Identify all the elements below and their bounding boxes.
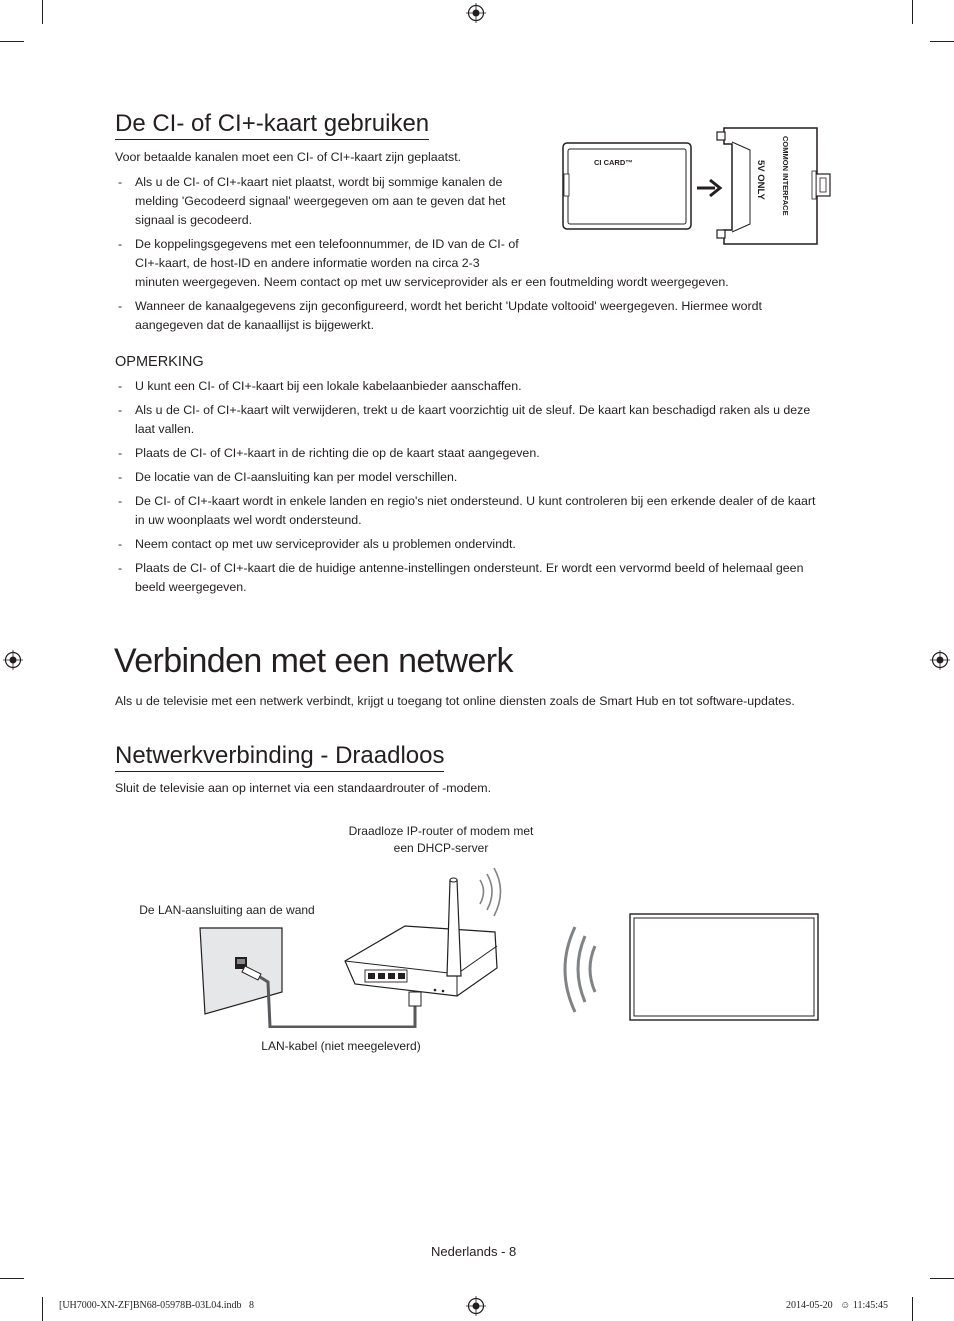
- wifi-signal-icon: [480, 880, 484, 904]
- section-intro: Voor betaalde kanalen moet een CI- of CI+-kaart zijn geplaatst.: [115, 150, 462, 164]
- ci-slot-shape: [724, 128, 817, 244]
- ci-card-bullet-list: [115, 297, 827, 340]
- lan-cable-caption: LAN-kabel (niet meegeleverd): [261, 1039, 421, 1053]
- crop-mark: [930, 41, 954, 42]
- list-item-continuation: minuten weergegeven. Neem contact op met uw serviceprovider als er een foutmelding wordt weergegeven.: [135, 275, 729, 289]
- list-item: - Plaats de CI- of CI+-kaart in de richting die op de kaart staat aangegeven.: [115, 444, 827, 463]
- registration-target-icon: [3, 650, 23, 670]
- crop-mark: [930, 1278, 954, 1279]
- list-item: - De koppelingsgegevens met een telefoonnummer, de ID van de CI- of CI+-kaart, de host-ID en andere informatie worden na circa 2-3: [115, 235, 540, 273]
- registration-target-icon: [466, 1296, 486, 1316]
- section-intro: Als u de televisie met een netwerk verbindt, krijgt u toegang tot online diensten zoals de Smart Hub en tot software-updates.: [115, 694, 795, 708]
- crop-mark: [0, 1278, 24, 1279]
- print-date: 2014-05-20 ☺ 11:45:45: [786, 1300, 889, 1311]
- router-caption-line: Draadloze IP-router of modem met: [348, 824, 534, 838]
- section-title-ci-card: De CI- of CI+-kaart gebruiken: [115, 110, 429, 140]
- list-item: - De locatie van de CI-aansluiting kan per model verschillen.: [115, 468, 827, 487]
- crop-mark: [42, 1297, 43, 1321]
- list-item: - U kunt een CI- of CI+-kaart bij een lokale kabelaanbieder aanschaffen.: [115, 377, 827, 396]
- crop-mark: [42, 0, 43, 24]
- router-caption-line: een DHCP-server: [393, 841, 489, 855]
- registration-target-icon: [930, 650, 950, 670]
- note-list: [115, 377, 827, 602]
- slot-label-5v-only: 5V ONLY: [755, 160, 766, 200]
- list-item: - Plaats de CI- of CI+-kaart die de huidige antenne-instellingen ondersteunt. Er wordt een vervormd beeld of helemaal geen beeld weergegeven.: [115, 559, 827, 597]
- file-info: [UH7000-XN-ZF]BN68-05978B-03L04.indb 8: [59, 1300, 254, 1311]
- list-item: - Wanneer de kanaalgegevens zijn geconfigureerd, wordt het bericht 'Update voltooid' weergegeven. Hiermee wordt aangegeven dat de kanaallijst is bijgewerkt.: [115, 297, 827, 335]
- ci-card-illustration: [560, 122, 860, 252]
- section-intro: Sluit de televisie aan op internet via een standaardrouter of -modem.: [115, 781, 492, 795]
- crop-mark: [0, 41, 24, 42]
- note-heading: OPMERKING: [115, 354, 204, 370]
- ci-card-label: CI CARD™: [594, 158, 633, 167]
- ci-card-bullet-list: [115, 173, 540, 278]
- ci-card-shape: [563, 143, 691, 229]
- section-title-wireless: Netwerkverbinding - Draadloos: [115, 742, 444, 772]
- list-item: - Als u de CI- of CI+-kaart niet plaatst, wordt bij sommige kanalen de melding 'Gecodeerd signaal' weergegeven om aan te geven dat het signaal is gecodeerd.: [115, 173, 540, 230]
- wifi-signal-icon: [590, 946, 595, 992]
- list-item: - Neem contact op met uw serviceprovider als u problemen ondervindt.: [115, 535, 827, 554]
- registration-target-icon: [466, 3, 486, 23]
- router-caption: [320, 823, 562, 857]
- router-antenna-shape: [447, 880, 461, 976]
- network-diagram: [195, 866, 825, 1028]
- crop-mark: [912, 0, 913, 24]
- router-icon: [345, 926, 497, 996]
- tv-icon: [630, 914, 818, 1020]
- list-item: - Als u de CI- of CI+-kaart wilt verwijderen, trekt u de kaart voorzichtig uit de sleuf. De kaart kan beschadigd raken als u deze laat vallen.: [115, 401, 827, 439]
- list-item: - De CI- of CI+-kaart wordt in enkele landen en regio's niet ondersteund. U kunt controleren bij een erkende dealer of de kaart in uw woonplaats wel wordt ondersteund.: [115, 492, 827, 530]
- crop-mark: [912, 1297, 913, 1321]
- wall-socket-caption: De LAN-aansluiting aan de wand: [139, 903, 315, 917]
- page-title-network: Verbinden met een netwerk: [114, 642, 513, 680]
- page-number: Nederlands - 8: [431, 1244, 517, 1259]
- slot-label-common-interface: COMMON INTERFACE: [781, 136, 790, 216]
